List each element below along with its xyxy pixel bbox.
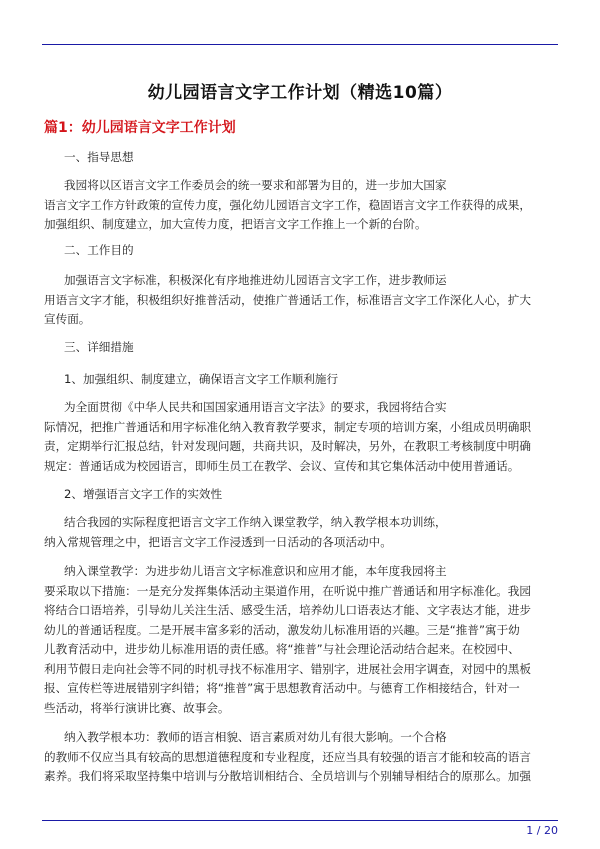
text-line: 规定：普通话成为校园语言，即师生员工在教学、会议、宣传和其它集体活动中使用普通话。 [44, 458, 520, 473]
section-heading-1: 一、指导思想 [64, 150, 134, 164]
text-line: 利用节假日走向社会等不同的时机寻找不标准用字、错别字，进展社会用字调查，对园中的黑板 [44, 661, 531, 676]
chapter-heading: 篇1：幼儿园语言文字工作计划 [44, 120, 236, 136]
section-heading-2: 二、工作目的 [64, 243, 134, 257]
text-line: 儿教育活动中，进步幼儿标准用语的责任感。将“推普”与社会理论活动结合起来。在校园中、 [44, 642, 520, 656]
page-number: 1 / 20 [526, 824, 558, 837]
paragraph-6 [44, 728, 560, 787]
text-line: 语言文字工作方针政策的宣传力度，强化幼儿园语言文字工作，稳固语言文字工作获得的成果， [44, 197, 531, 212]
text-line: 的教师不仅应当具有较高的思想道德程度和专业程度，还应当具有较强的语言才能和较高的语言 [44, 749, 531, 764]
paragraph-5 [44, 562, 560, 718]
text-line: 些活动，将举行演讲比赛、故事会。 [44, 700, 230, 715]
text-line: 为全面贯彻《中华人民共和国国家通用语言文字法》的要求，我园将结合实 [64, 400, 447, 414]
footer-rule [42, 820, 558, 821]
text-line: 结合我园的实际程度把语言文字工作纳入课堂教学，纳入教学根本功训练， [64, 515, 447, 529]
text-line: 宣传面。 [44, 312, 91, 326]
section-heading-3: 三、详细措施 [64, 340, 134, 354]
header-rule [42, 44, 558, 45]
text-line: 纳入课堂教学：为进步幼儿语言文字标准意识和应用才能，本年度我园将主 [64, 564, 447, 578]
subsection-heading-2: 2、增强语言文字工作的实效性 [64, 487, 223, 501]
text-line: 加强组织、制度建立，加大宣传力度，把语言文字工作推上一个新的台阶。 [44, 217, 427, 231]
paragraph-3 [44, 398, 560, 476]
paragraph-2 [44, 271, 560, 330]
text-line: 将结合口语培养，引导幼儿关注生活、感受生活，培养幼儿口语表达才能、文字表达才能，进步 [44, 603, 531, 617]
text-line: 幼儿的普通话程度。二是开展丰富多彩的活动，激发幼儿标准用语的兴趣。三是“推普”寓于幼 [44, 622, 520, 637]
paragraph-4 [44, 513, 560, 552]
text-line: 素养。我们将采取坚持集中培训与分散培训相结合、全员培训与个别辅导相结合的原那么。加强 [44, 769, 531, 783]
text-line: 纳入教学根本功：教师的语言相貌、语言素质对幼儿有很大影响。一个合格 [64, 730, 447, 744]
text-line: 际情况，把推广普通话和用字标准化纳入教育教学要求，制定专项的培训方案，小组成员明确职 [44, 419, 531, 434]
text-line: 报、宣传栏等进展错别字纠错；将“推普”寓于思想教育活动中。与德育工作相接结合，针对一 [44, 681, 520, 695]
text-line: 加强语言文字标准，积极深化有序地推进幼儿园语言文字工作，进步教师运 [64, 273, 447, 287]
text-line: 纳入常规管理之中，把语言文字工作浸透到一日活动的各项活动中。 [44, 534, 392, 549]
text-line: 我园将以区语言文字工作委员会的统一要求和部署为目的，进一步加大国家 [64, 178, 447, 192]
text-line: 要采取以下措施：一是充分发挥集体活动主渠道作用，在听说中推广普通话和用字标准化。我园 [44, 583, 531, 598]
document-title: 幼儿园语言文字工作计划（精选10篇） [147, 83, 453, 103]
paragraph-1 [44, 176, 560, 235]
text-line: 责，定期举行汇报总结，针对发现问题，共商共识，及时解决，另外，在教职工考核制度中明确 [44, 439, 531, 453]
subsection-heading-1: 1、加强组织、制度建立，确保语言文字工作顺利施行 [64, 372, 339, 386]
text-line: 用语言文字才能，积极组织好推普活动，使推广普通话工作，标准语言文字工作深化人心，扩大 [44, 292, 531, 307]
